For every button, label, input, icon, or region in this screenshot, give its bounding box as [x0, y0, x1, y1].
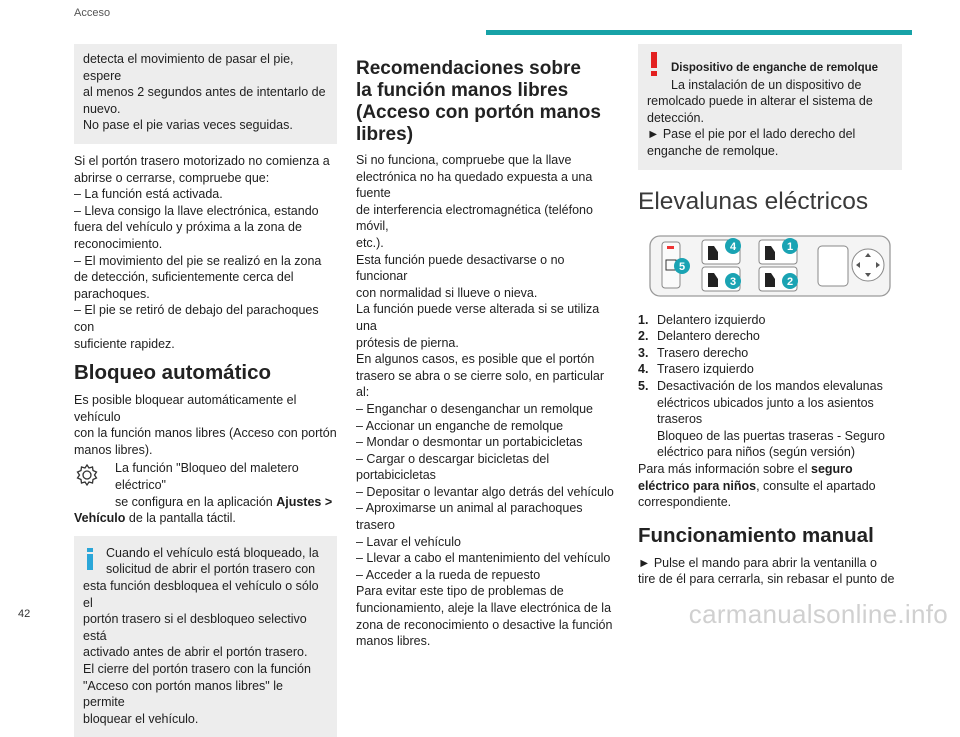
text-line: manos libres. — [356, 634, 431, 649]
info-box — [74, 536, 337, 737]
text-line: No pase el pie varias veces seguidas. — [83, 118, 293, 133]
text-line: – El pie se retiró de debajo del parachoques con — [74, 303, 319, 334]
text-span: de la pantalla táctil. — [125, 511, 236, 526]
list-item — [638, 345, 902, 362]
callout-label-4: 4 — [729, 240, 737, 253]
text-line: fuera del vehículo y próxima a la zona de — [74, 220, 302, 235]
text-line: Si el portón trasero motorizado no comienza a — [74, 153, 330, 168]
column-left — [74, 44, 337, 737]
text-span: Para más información sobre el — [638, 461, 811, 476]
text-line: La función puede verse alterada si se utiliza una — [356, 302, 600, 333]
list-item — [638, 361, 902, 378]
text-line: ► Pulse el mando para abrir la ventanilla o — [638, 555, 877, 570]
text-line: La instalación de un dispositivo de — [671, 77, 862, 92]
heading-line: la función manos libres — [356, 80, 569, 101]
text-line: ► Pase el pie por el lado derecho del — [647, 127, 856, 142]
text-line: – Llevar a cabo el mantenimiento del vehículo — [356, 551, 611, 566]
note-box-top — [74, 44, 337, 144]
list-number: 4. — [638, 362, 649, 377]
text-line: trasero se abra o se cierre solo, en particular al: — [356, 368, 605, 400]
text-line: prótesis de pierna. — [356, 335, 459, 350]
text-line: de interferencia electromagnética (teléfono móvil, — [356, 202, 593, 234]
text-span: , consulte el apartado — [756, 478, 876, 493]
list-item — [638, 312, 902, 329]
paragraph-lock — [74, 392, 337, 458]
text-line: La función "Bloqueo del maletero eléctrico" — [115, 461, 299, 493]
text-line: portabicicletas — [356, 468, 436, 483]
text-line: – Accionar un enganche de remolque — [356, 418, 564, 433]
heading-line: libres) — [356, 124, 414, 145]
list-item — [638, 328, 902, 345]
callout-label-3: 3 — [729, 275, 737, 288]
text-line: suficiente rapidez. — [74, 336, 175, 351]
paragraph-check — [74, 153, 337, 352]
text-line: manos libres). — [74, 442, 153, 457]
text-line: Es posible bloquear automáticamente el vehículo — [74, 393, 297, 424]
heading-recommendations — [356, 58, 616, 146]
settings-gear-icon — [74, 462, 100, 493]
text-line: detecta el movimiento de pasar el pie, espere — [83, 52, 294, 83]
callout-label-1: 1 — [786, 240, 794, 253]
text-line: – Lleva consigo la llave electrónica, estando — [74, 203, 319, 218]
text-line: – Cargar o descargar bicicletas del — [356, 451, 550, 466]
text-line: activado antes de abrir el portón trasero. — [83, 645, 308, 660]
column-middle — [356, 52, 616, 650]
bold-span: eléctrico para niños — [638, 478, 757, 493]
text-line: etc.). — [356, 235, 384, 250]
text-line: nuevo. — [83, 101, 121, 116]
text-line: eléctricos ubicados junto a los asientos — [657, 395, 874, 410]
heading-line: Recomendaciones sobre — [356, 58, 581, 79]
text-line: abrirse o cerrarse, compruebe que: — [74, 170, 270, 185]
heading-manual-operation: Funcionamiento manual — [638, 523, 874, 547]
text-line: tire de él para cerrarla, sin rebasar el punto de — [638, 572, 895, 587]
text-line: Delantero izquierdo — [657, 312, 766, 327]
warning-title: Dispositivo de enganche de remolque — [671, 62, 879, 74]
numbered-list — [638, 312, 902, 461]
header-rule — [486, 30, 912, 35]
text-line: – Acceder a la rueda de repuesto — [356, 567, 541, 582]
paragraph-recommendations — [356, 152, 616, 650]
callout-label-2: 2 — [786, 275, 794, 288]
bold-span: seguro — [811, 461, 853, 476]
text-line: – Mondar o desmontar un portabicicletas — [356, 435, 583, 450]
text-line: Esta función puede desactivarse o no funcionar — [356, 252, 565, 284]
text-line: eléctrico para niños (según versión) — [657, 445, 856, 460]
heading-power-windows: Elevalunas eléctricos — [638, 187, 869, 215]
text-line: El cierre del portón trasero con la función — [83, 662, 311, 676]
text-line: reconocimiento. — [74, 236, 163, 251]
text-line: – Depositar o levantar algo detrás del vehículo — [356, 484, 614, 499]
list-number: 5. — [638, 378, 649, 393]
text-line: "Acceso con portón manos libres" le permite — [83, 678, 283, 710]
text-line: funcionamiento, aleje la llave electrónica de la — [356, 601, 612, 616]
text-line: Cuando el vehículo está bloqueado, la — [106, 545, 319, 560]
text-line: – Enganchar o desenganchar un remolque — [356, 401, 593, 416]
heading-auto-lock: Bloqueo automático — [74, 361, 272, 385]
text-line: – Lavar el vehículo — [356, 534, 461, 549]
text-line: portón trasero si el desbloqueo selectivo está — [83, 612, 307, 643]
text-line: Para evitar este tipo de problemas de — [356, 584, 564, 599]
header-title: Acceso — [74, 7, 111, 19]
watermark: carmanualsonline.info — [688, 599, 948, 629]
list-number: 1. — [638, 312, 649, 327]
page-number: 42 — [18, 608, 31, 620]
text-line: electrónica no ha quedado expuesta a una fuente — [356, 169, 593, 201]
text-line: de detección, suficientemente cerca del — [74, 270, 294, 285]
text-line: Si no funciona, compruebe que la llave — [356, 153, 572, 167]
text-line: enganche de remolque. — [647, 143, 779, 158]
list-number: 3. — [638, 345, 649, 360]
text-line: zona de reconocimiento o desactive la función — [356, 617, 613, 632]
text-line: al menos 2 segundos antes de intentarlo de — [83, 85, 326, 100]
window-controls-figure — [646, 234, 896, 298]
warning-icon — [650, 52, 658, 81]
settings-path-bold: Ajustes > — [276, 494, 333, 509]
settings-note — [74, 460, 337, 526]
text-line: Delantero derecho — [657, 329, 760, 344]
text-line: – La función está activada. — [74, 187, 223, 202]
text-line: Desactivación de los mandos elevalunas — [657, 378, 883, 393]
text-line: Trasero izquierdo — [657, 362, 754, 377]
text-line: detección. — [647, 110, 704, 125]
text-line: remolcado puede in alterar el sistema de — [647, 94, 873, 109]
text-line: bloquear el vehículo. — [83, 711, 199, 726]
text-line: En algunos casos, es posible que el portón — [356, 352, 595, 367]
paragraph-more-info — [638, 461, 902, 511]
text-line: correspondiente. — [638, 495, 732, 510]
text-line: con normalidad si llueve o nieva. — [356, 285, 538, 300]
info-icon — [86, 548, 94, 575]
column-right — [638, 44, 902, 588]
callout-label-5: 5 — [678, 260, 686, 273]
text-line: traseros — [657, 412, 703, 427]
text-line: – Aproximarse un animal al parachoques trasero — [356, 501, 583, 533]
paragraph-manual — [638, 555, 902, 588]
list-item — [638, 378, 902, 461]
heading-line: (Acceso con portón manos — [356, 102, 601, 123]
text-line: con la función manos libres (Acceso con portón — [74, 426, 337, 441]
text-line: solicitud de abrir el portón trasero con — [106, 562, 316, 577]
text-line: parachoques. — [74, 286, 150, 301]
text-line: – El movimiento del pie se realizó en la zona — [74, 253, 322, 268]
list-number: 2. — [638, 329, 649, 344]
text-span: se configura en la aplicación — [115, 494, 277, 509]
text-line: Trasero derecho — [657, 345, 749, 360]
text-line: Bloqueo de las puertas traseras - Seguro — [657, 428, 885, 443]
text-line: esta función desbloquea el vehículo o sólo el — [83, 579, 319, 610]
settings-vehicle-bold: Vehículo — [74, 511, 126, 526]
warning-box — [638, 44, 902, 170]
